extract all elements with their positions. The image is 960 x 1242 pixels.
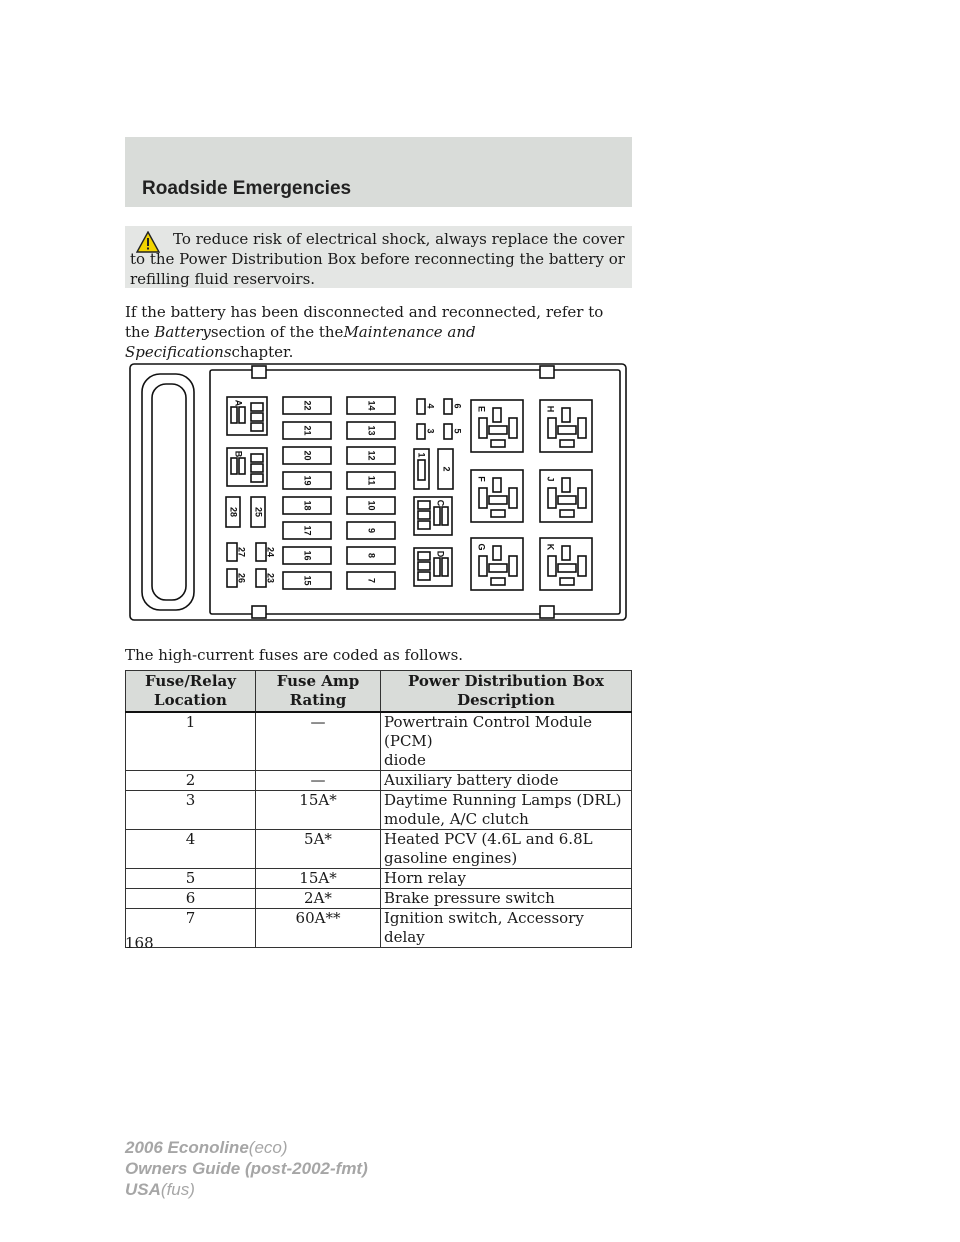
relay-pin [434, 507, 440, 525]
cell-location: 2 [126, 771, 256, 791]
relay-pin [509, 418, 517, 438]
diagram-label: 8 [366, 552, 377, 559]
fuse-5 [444, 424, 452, 439]
diagram-label: 14 [366, 400, 377, 411]
diagram-label: 1 [416, 452, 427, 458]
diagram-label: 25 [253, 506, 264, 518]
cell-location: 4 [126, 830, 256, 869]
cell-description: Heated PCV (4.6L and 6.8L gasoline engines) [381, 830, 632, 869]
relay-pin [489, 426, 507, 434]
relay-pin [418, 511, 430, 519]
relay-pin [251, 454, 263, 462]
table-caption: The high-current fuses are coded as follows. [125, 646, 464, 664]
cell-location: 7 [126, 909, 256, 948]
relay-pin [548, 418, 556, 438]
relay-pin [560, 440, 574, 447]
relay-pin [493, 478, 501, 492]
diagram-label: 17 [302, 525, 313, 536]
relay-pin [562, 408, 570, 422]
diagram-label: 16 [302, 550, 313, 561]
table-row [126, 712, 632, 771]
relay-pin [418, 562, 430, 570]
relay-pin [489, 564, 507, 572]
diagram-label: 4 [425, 403, 436, 409]
footer: 2006 Econoline(eco) Owners Guide (post-2002-fmt) USA(fus) [125, 1138, 368, 1199]
page-number: 168 [125, 934, 154, 952]
relay-pin [558, 496, 576, 504]
battery-note: If the battery has been disconnected and reconnected, refer to the Batterysection of the theMaintenance and Specificationschapter. [125, 303, 604, 361]
diagram-label: G [476, 543, 487, 551]
table-row [126, 869, 632, 889]
relay-pin [251, 474, 263, 482]
diagram-label: 19 [302, 475, 313, 486]
relay-pin [479, 556, 487, 576]
relay-pin [562, 546, 570, 560]
diagram-label: J [545, 476, 556, 482]
chapter-ref: Maintenance and Specifications [125, 323, 476, 361]
relay-pin [479, 488, 487, 508]
bottom-tab [540, 606, 554, 618]
power-distribution-box-diagram [128, 362, 628, 622]
warning-text: To reduce risk of electrical shock, always replace the cover to the Power Distribution Box before reconnecting the battery or refilling fluid reservoirs. [130, 230, 625, 288]
fuse-26 [227, 569, 237, 587]
relay-pin [239, 458, 245, 474]
diagram-label: 23 [265, 572, 276, 584]
col-location-header: Fuse/Relay Location [126, 671, 256, 713]
relay-pin [231, 407, 237, 423]
diagram-label: 7 [366, 577, 377, 584]
fuse-6 [444, 399, 452, 414]
cell-description: Horn relay [381, 869, 632, 889]
relay-pin [562, 478, 570, 492]
relay-pin [251, 464, 263, 472]
cell-location: 5 [126, 869, 256, 889]
fuse-24 [256, 543, 266, 561]
diagram-label: 13 [366, 425, 377, 436]
relay-pin [548, 556, 556, 576]
relay-pin [251, 423, 263, 431]
relay-pin [558, 564, 576, 572]
relay-pin [434, 558, 440, 576]
relay-pin [418, 521, 430, 529]
table-row [126, 771, 632, 791]
diagram-label: 26 [236, 572, 247, 584]
cell-description: Auxiliary battery diode [381, 771, 632, 791]
fuse-1-element [418, 460, 425, 480]
diagram-label: 21 [302, 425, 313, 436]
relay-pin [558, 426, 576, 434]
relay-pin [578, 488, 586, 508]
relay-pin [479, 418, 487, 438]
cell-location: 3 [126, 791, 256, 830]
relay-pin [509, 488, 517, 508]
relay-pin [491, 440, 505, 447]
table-row [126, 791, 632, 830]
diagram-label: 18 [302, 500, 313, 511]
cell-description: Ignition switch, Accessory delay [381, 909, 632, 948]
relay-pin [239, 407, 245, 423]
top-tab [540, 366, 554, 378]
diagram-label: 20 [302, 450, 313, 461]
diagram-label: 10 [366, 500, 377, 511]
cell-rating: — [256, 712, 381, 771]
cell-rating: 60A** [256, 909, 381, 948]
relay-pin [578, 556, 586, 576]
diagram-label: 11 [366, 475, 377, 486]
cell-rating: 5A* [256, 830, 381, 869]
relay-pin [442, 558, 448, 576]
left-compartment-inner [152, 384, 186, 600]
battery-ref: Battery [154, 323, 211, 341]
cell-description: Brake pressure switch [381, 889, 632, 909]
relay-pin [493, 408, 501, 422]
cell-location: 1 [126, 712, 256, 771]
relay-pin [578, 418, 586, 438]
relay-pin [548, 488, 556, 508]
table-row [126, 909, 632, 948]
relay-pin [560, 510, 574, 517]
table-header-row [126, 671, 632, 713]
diagram-label: A [233, 399, 244, 407]
diagram-label: 28 [228, 506, 239, 518]
cell-description: Powertrain Control Module (PCM) diode [381, 712, 632, 771]
relay-pin [418, 501, 430, 509]
diagram-label: F [476, 476, 487, 482]
fuse-27 [227, 543, 237, 561]
diagram-label: H [545, 405, 556, 413]
diagram-label: 3 [425, 428, 436, 434]
diagram-label: D [435, 550, 446, 558]
fuse-4 [417, 399, 425, 414]
diagram-label: K [545, 543, 556, 551]
relay-pin [493, 546, 501, 560]
relay-pin [251, 413, 263, 421]
fuse-3 [417, 424, 425, 439]
fuse-23 [256, 569, 266, 587]
diagram-label: 15 [302, 575, 313, 586]
diagram-label: 12 [366, 450, 377, 461]
page-title: Roadside Emergencies [142, 178, 352, 199]
diagram-label: C [435, 499, 446, 507]
relay-pin [509, 556, 517, 576]
table-row [126, 889, 632, 909]
relay-pin [489, 496, 507, 504]
relay-pin [418, 552, 430, 560]
relay-pin [251, 403, 263, 411]
diagram-label: 9 [366, 527, 377, 534]
diagram-label: 22 [302, 400, 313, 411]
relay-pin [231, 458, 237, 474]
diagram-label: E [476, 405, 487, 413]
diagram-label: 24 [265, 546, 276, 558]
cell-location: 6 [126, 889, 256, 909]
diagram-label: 27 [236, 546, 247, 558]
bottom-tab [252, 606, 266, 618]
col-rating-header: Fuse Amp Rating [256, 671, 381, 713]
cell-rating: 2A* [256, 889, 381, 909]
cell-rating: 15A* [256, 869, 381, 889]
col-description-header: Power Distribution Box Description [381, 671, 632, 713]
diagram-label: B [233, 450, 244, 458]
diagram-label: 5 [452, 428, 463, 434]
cell-rating: — [256, 771, 381, 791]
cell-description: Daytime Running Lamps (DRL) module, A/C clutch [381, 791, 632, 830]
relay-pin [418, 572, 430, 580]
top-tab [252, 366, 266, 378]
table-row [126, 830, 632, 869]
diagram-label: 6 [452, 403, 463, 409]
fuse-table [125, 670, 632, 948]
diagram-label: 2 [441, 466, 452, 472]
relay-pin [491, 510, 505, 517]
relay-pin [491, 578, 505, 585]
relay-pin [560, 578, 574, 585]
cell-rating: 15A* [256, 791, 381, 830]
relay-pin [442, 507, 448, 525]
